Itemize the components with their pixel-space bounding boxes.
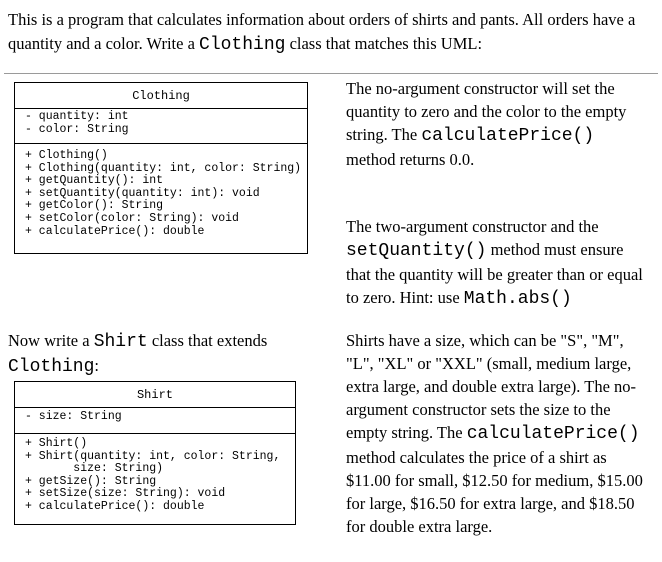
shirt-uml-diagram <box>14 381 296 525</box>
shirt-class-name: Shirt <box>93 332 148 352</box>
clothing-uml-class-name: Clothing <box>132 89 190 103</box>
two-arg-constructor-description: The two-argument constructor and the setQuantity() method must ensure that the quantity will be greater than or equal to zero. Hint: use Math.abs() <box>346 217 643 309</box>
clothing-uml-methods: + Clothing() + Clothing(quantity: int, color: String) + getQuantity(): int + setQuantity(quantity: int): void + getColor(): String + setColor(color: String): void + calculatePrice(): double <box>15 143 307 242</box>
calculate-price-code: calculatePrice() <box>421 126 595 146</box>
clothing-class-name: Clothing <box>199 35 286 55</box>
clothing-uml-diagram <box>14 82 308 254</box>
set-quantity-code: setQuantity() <box>346 241 487 261</box>
shirt-calculate-price-code: calculatePrice() <box>466 424 640 444</box>
horizontal-rule <box>4 73 658 74</box>
shirt-uml-methods: + Shirt() + Shirt(quantity: int, color: String, size: String) + getSize(): String + setSize(size: String): void + calculatePrice(): double <box>15 433 295 518</box>
shirt-uml-fields: - size: String <box>15 407 295 433</box>
math-abs-code: Math.abs() <box>463 289 572 309</box>
shirt-description: Shirts have a size, which can be "S", "M", "L", "XL" or "XXL" (small, medium large, extra large, and double extra large). The no-argument constructor sets the size to the empty string. The calculatePrice() method calculates the price of a shirt as $11.00 for small, $12.50 for medium, $15.00 for large, $16.50 for extra large, and $18.50 for double extra large. <box>346 331 643 536</box>
clothing-uml-fields: - quantity: int - color: String <box>15 108 307 143</box>
intro-paragraph: This is a program that calculates information about orders of shirts and pants. All orders have a quantity and a color. Write a Clothing class that matches this UML: <box>8 10 636 55</box>
shirt-intro-paragraph: Now write a Shirt class that extends Clothing: <box>8 331 268 377</box>
clothing-superclass-name: Clothing <box>8 357 95 377</box>
shirt-uml-class-name: Shirt <box>136 388 173 402</box>
no-arg-constructor-description: The no-argument constructor will set the quantity to zero and the color to the empty string. The calculatePrice() method returns 0.0. <box>346 79 627 169</box>
